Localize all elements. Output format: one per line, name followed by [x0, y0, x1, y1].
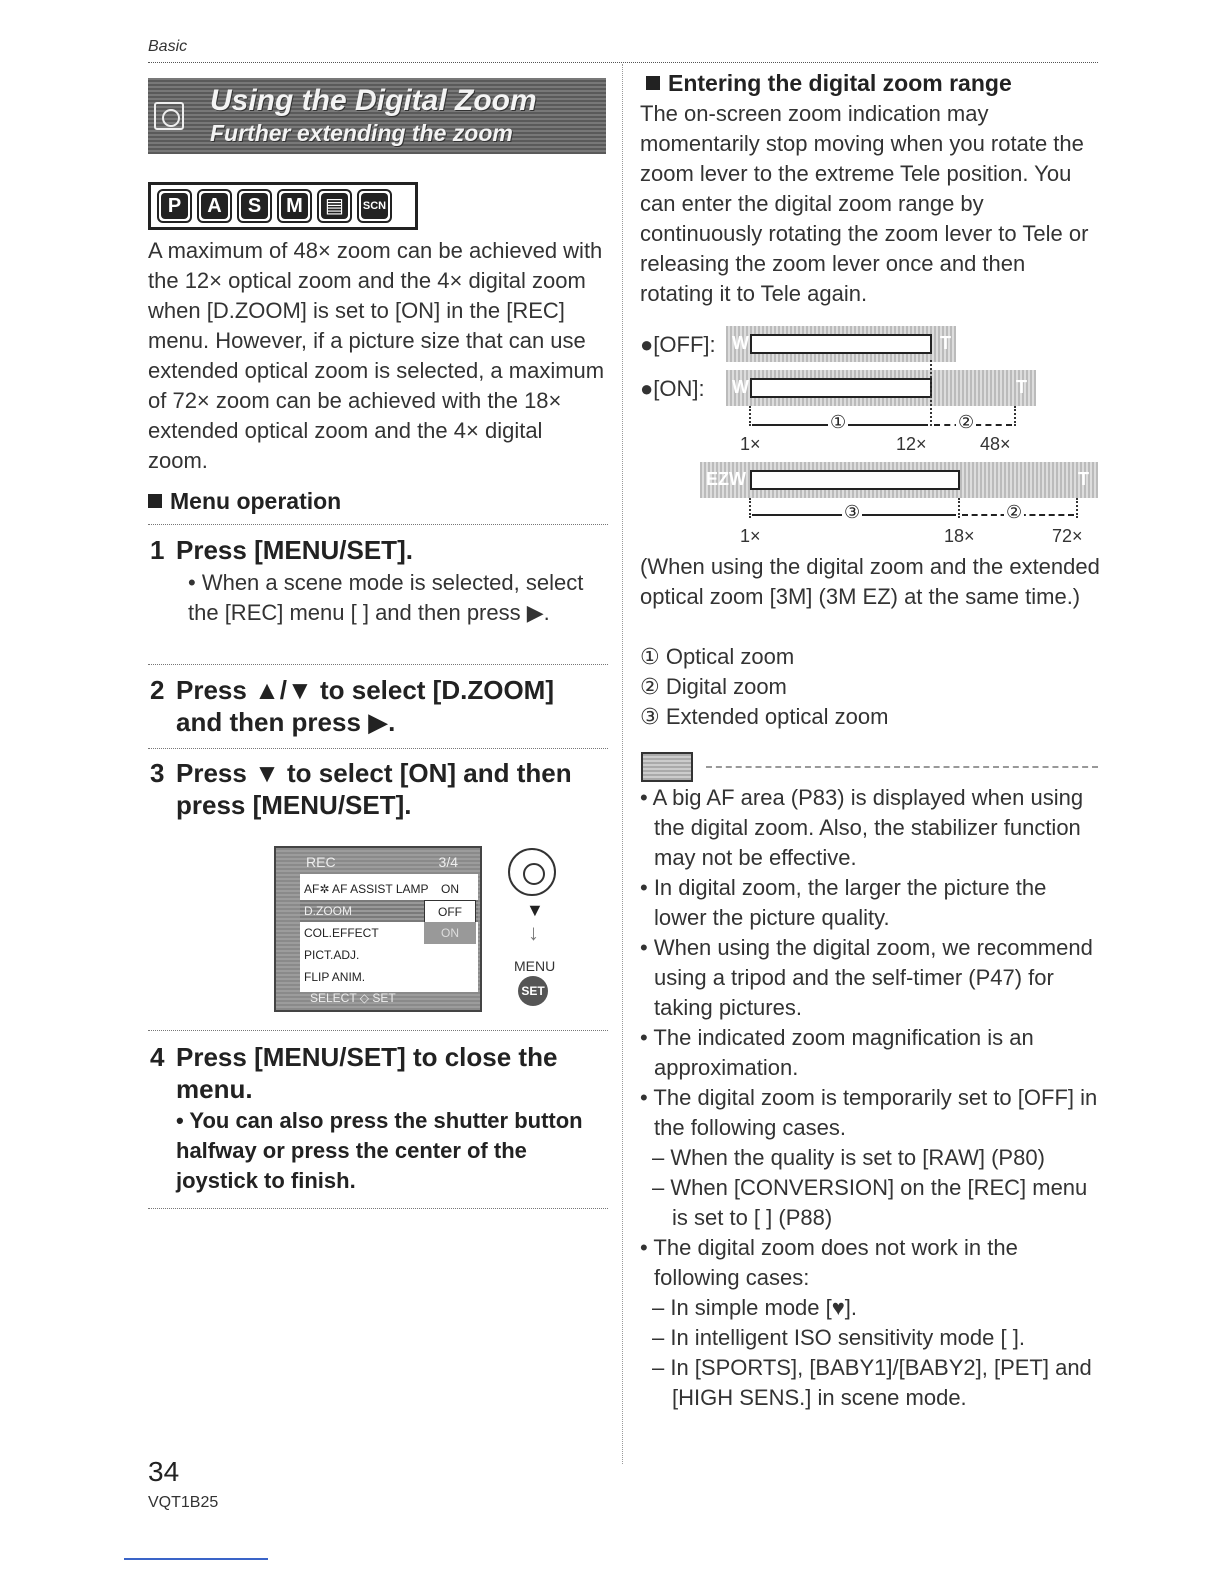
- down-arrow-icon: ▼: [526, 900, 544, 920]
- divider: [148, 524, 608, 525]
- legend-digital: ② Digital zoom: [640, 674, 787, 699]
- step-3-title-line2: press [MENU/SET].: [176, 790, 412, 820]
- menu-row: AF✲ AF ASSIST LAMP ON: [304, 882, 459, 896]
- memo-divider: [706, 766, 1098, 768]
- extended-zoom-marker: ③: [844, 502, 861, 522]
- divider: [148, 664, 608, 665]
- off-label: ●[OFF]:: [640, 332, 716, 357]
- zoom-bar-on: W T: [726, 370, 1036, 406]
- note-subitem: – In [SPORTS], [BABY1]/[BABY2], [PET] and [HIGH SENS.] in scene mode.: [652, 1355, 1092, 1410]
- marker: [958, 498, 960, 518]
- marker: [930, 360, 932, 426]
- page-subtitle: Further extending the zoom: [210, 120, 513, 146]
- tick-label: 48×: [980, 434, 1011, 454]
- note-item: • A big AF area (P83) is displayed when using the digital zoom. Also, the stabilizer function may not be effective.: [640, 785, 1084, 870]
- legend-extended: ③ Extended optical zoom: [640, 704, 889, 729]
- menu-row: COL.EFFECT ON: [300, 922, 478, 944]
- divider: [148, 1030, 608, 1031]
- model-code: VQT1B25: [148, 1494, 219, 1511]
- optical-zoom-marker: ①: [830, 412, 847, 432]
- menu-footer: SELECT ◇ SET: [310, 991, 396, 1005]
- menu-operation-heading: Menu operation: [148, 488, 341, 515]
- menu-row: PICT.ADJ.: [304, 948, 360, 962]
- tick-label: 18×: [944, 526, 975, 546]
- tick-label: 1×: [740, 526, 761, 546]
- note-item: • When using the digital zoom, we recommend using a tripod and the self-timer (P47) for taking pictures.: [640, 935, 1093, 1020]
- step-4-note: • You can also press the shutter button halfway or press the center of the joystick to finish.: [176, 1108, 583, 1193]
- page-number: 34: [148, 1456, 180, 1487]
- note-subitem: – In intelligent ISO sensitivity mode [ ].: [652, 1325, 1025, 1350]
- note-subitem: – In simple mode [♥].: [652, 1295, 858, 1320]
- scene-mode-icon: SCN: [357, 189, 392, 223]
- divider: [148, 1208, 608, 1209]
- step-4-title: 4 Press [MENU/SET] to close the: [150, 1042, 558, 1072]
- note-item: • The digital zoom is temporarily set to [OFF] in the following cases.: [640, 1085, 1098, 1140]
- note-item: • The indicated zoom magnification is an approximation.: [640, 1025, 1034, 1080]
- title-banner: [148, 78, 606, 154]
- m-mode-icon: M: [277, 189, 312, 223]
- menu-label: MENU: [514, 958, 556, 974]
- square-bullet-icon: [646, 76, 660, 90]
- zoom-bar-extended: EZW T: [700, 462, 1098, 498]
- note-subitem: – When the quality is set to [RAW] (P80): [652, 1145, 1045, 1170]
- menu-screenshot: [274, 846, 482, 1012]
- a-mode-icon: A: [197, 189, 232, 223]
- joystick-icon: [508, 848, 556, 896]
- marker: [1076, 498, 1078, 518]
- extended-zoom-note: (When using the digital zoom and the extended optical zoom [3M] (3M EZ) at the same time.): [640, 554, 1100, 609]
- step-1-title: 1 Press [MENU/SET].: [150, 535, 413, 565]
- tick-label: 1×: [740, 434, 761, 454]
- page-title: Using the Digital Zoom: [210, 84, 537, 117]
- digital-zoom-intro: The on-screen zoom indication may momentarily stop moving when you rotate the zoom lever to the extreme Tele position. You can enter the digital zoom range by continuously rotating the zoom lever to Tele or releasing the zoom lever once and then rotating it to Tele again.: [640, 101, 1089, 306]
- top-rule: [148, 62, 1098, 63]
- memo-icon: [641, 752, 693, 782]
- digital-zoom-marker: ②: [1006, 502, 1023, 522]
- divider: [148, 748, 608, 749]
- menu-row: FLIP ANIM.: [304, 970, 366, 984]
- step-3-title: 3 Press ▼ to select [ON] and then: [150, 758, 572, 788]
- set-button-icon: SET: [518, 976, 548, 1006]
- step-2-title: 2 Press ▲/▼ to select [D.ZOOM]: [150, 675, 554, 705]
- footer-rule: [124, 1558, 268, 1560]
- on-label: ●[ON]:: [640, 376, 705, 401]
- digital-zoom-heading: Entering the digital zoom range: [646, 70, 1012, 97]
- marker: [1014, 406, 1016, 426]
- marker: [749, 498, 751, 518]
- intro-text: A maximum of 48× zoom can be achieved with the 12× optical zoom and the 4× digital zoom when [D.ZOOM] is set to [ON] in the [REC] menu. However, if a picture size that can use extended optical zoom is selected, a maximum of 72× zoom can be achieved with the 18× extended optical zoom and the 4× digital zoom.: [148, 238, 605, 473]
- digital-zoom-marker: ②: [958, 412, 975, 432]
- notes-list: [640, 783, 1100, 1413]
- section-label: Basic: [148, 38, 188, 55]
- down-pointer-icon: ↓: [528, 920, 539, 945]
- s-mode-icon: S: [237, 189, 272, 223]
- camera-icon: [154, 102, 184, 130]
- menu-header: REC 3/4: [280, 850, 478, 874]
- movie-mode-icon: ▤: [317, 189, 352, 223]
- menu-row-selected: D.ZOOM OFF: [300, 900, 478, 922]
- note-item: • In digital zoom, the larger the picture the lower the picture quality.: [640, 875, 1047, 930]
- note-item: • The digital zoom does not work in the following cases:: [640, 1235, 1018, 1290]
- square-bullet-icon: [148, 494, 162, 508]
- tick-label: 12×: [896, 434, 927, 454]
- tick-label: 72×: [1052, 526, 1083, 546]
- marker: [749, 406, 751, 426]
- p-mode-icon: P: [157, 189, 192, 223]
- step-1-note: • When a scene mode is selected, select the [REC] menu [ ] and then press ▶.: [188, 570, 584, 625]
- menu-panel: [300, 874, 478, 992]
- note-subitem: – When [CONVERSION] on the [REC] menu is set to [ ] (P88): [652, 1175, 1088, 1230]
- zoom-bar-off: W T: [726, 326, 956, 362]
- step-2-title-line2: and then press ▶.: [176, 707, 396, 737]
- menu-page: 3/4: [438, 854, 458, 870]
- step-4-title-line2: menu.: [176, 1074, 253, 1104]
- column-divider: [622, 64, 623, 1464]
- mode-icons: [148, 182, 418, 230]
- legend-optical: ① Optical zoom: [640, 644, 795, 669]
